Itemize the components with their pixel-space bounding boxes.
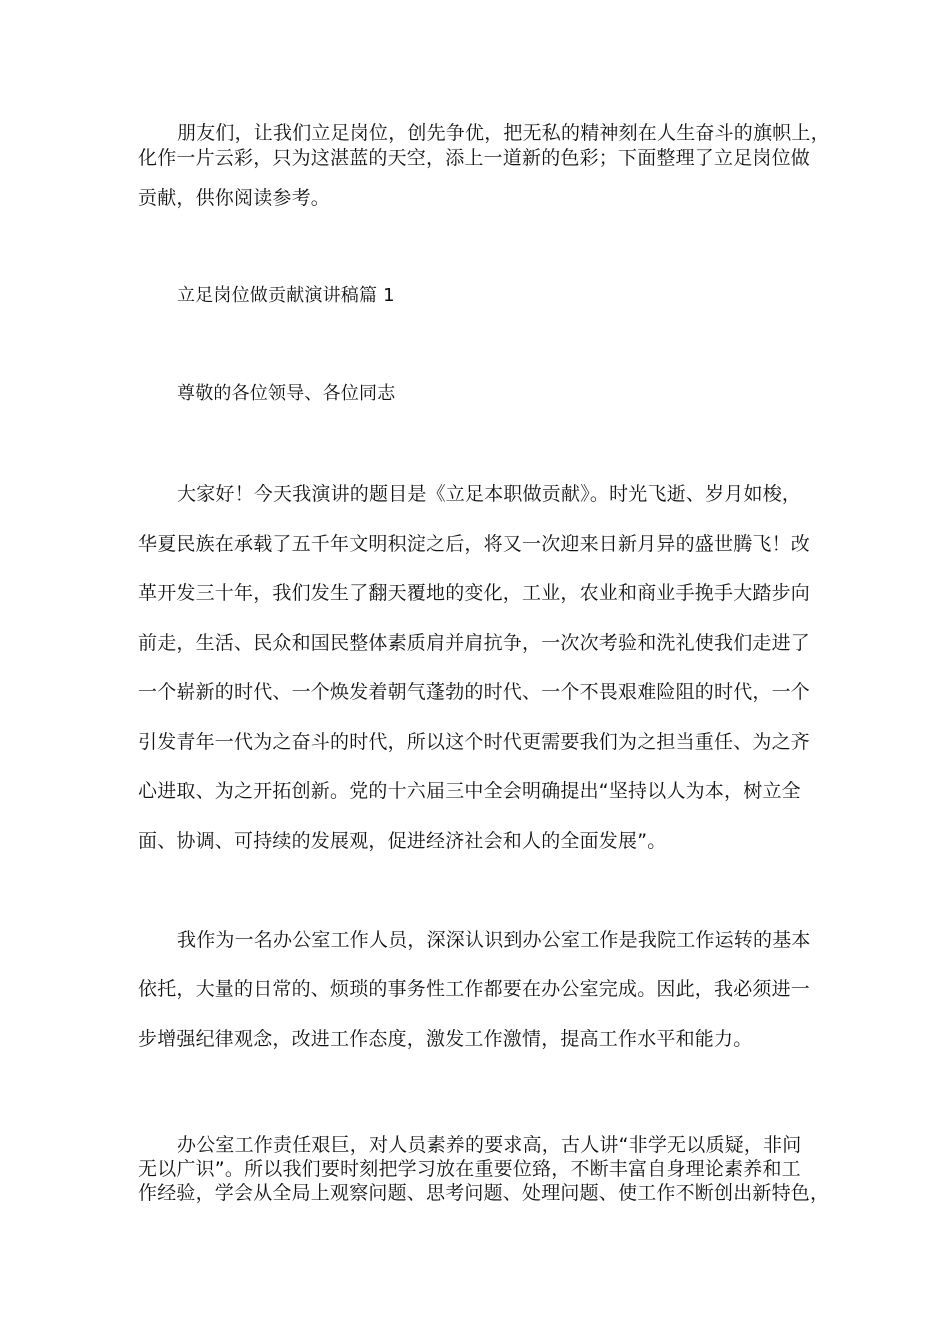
para2-line-1: 我作为一名办公室工作人员，深深认识到办公室工作是我院工作运转的基本 — [177, 929, 811, 951]
intro-line-1: 朋友们，让我们立足岗位，创先争优，把无私的精神刻在人生奋斗的旗帜上， — [177, 122, 830, 144]
para3-line-1: 办公室工作责任艰巨，对人员素养的要求高，古人讲“非学无以质疑，非问 — [177, 1134, 802, 1156]
intro-line-2: 化作一片云彩，只为这湛蓝的天空，添上一道新的色彩；下面整理了立足岗位做 — [138, 147, 811, 169]
para1-line-1: 大家好！今天我演讲的题目是《立足本职做贡献》。时光飞逝、岁月如梭， — [177, 483, 802, 505]
para1-line-4: 前走，生活、民众和国民整体素质肩并肩抗争，一次次考验和洗礼使我们走进了 — [138, 632, 811, 654]
para2-line-2: 依托，大量的日常的、烦琐的事务性工作都要在办公室完成。因此，我必须进一 — [138, 978, 811, 1000]
para1-line-6: 引发青年一代为之奋斗的时代，所以这个时代更需要我们为之担当重任、为之齐 — [138, 731, 811, 753]
para1-line-3: 革开发三十年，我们发生了翻天覆地的变化，工业，农业和商业手挽手大踏步向 — [138, 582, 811, 604]
intro-line-3: 贡献，供你阅读参考。 — [138, 187, 331, 209]
salutation: 尊敬的各位领导、各位同志 — [177, 383, 396, 404]
para2-line-3: 步增强纪律观念，改进工作态度，激发工作激情，提高工作水平和能力。 — [138, 1028, 753, 1050]
para3-line-2: 无以广识”。所以我们要时刻把学习放在重要位臵，不断丰富自身理论素养和工 — [138, 1158, 801, 1180]
para3-line-3: 作经验，学会从全局上观察问题、思考问题、处理问题、使工作不断创出新特色， — [138, 1182, 830, 1204]
section-title: 立足岗位做贡献演讲稿篇 1 — [177, 285, 395, 306]
para1-line-2: 华夏民族在承载了五千年文明积淀之后，将又一次迎来日新月异的盛世腾飞！改 — [138, 533, 811, 555]
para1-line-7: 心进取、为之开拓创新。党的十六届三中全会明确提出“坚持以人为本，树立全 — [138, 780, 801, 802]
para1-line-5: 一个崭新的时代、一个焕发着朝气蓬勃的时代、一个不畏艰难险阻的时代，一个 — [138, 681, 811, 703]
para1-line-8: 面、协调、可持续的发展观，促进经济社会和人的全面发展”。 — [138, 830, 667, 852]
